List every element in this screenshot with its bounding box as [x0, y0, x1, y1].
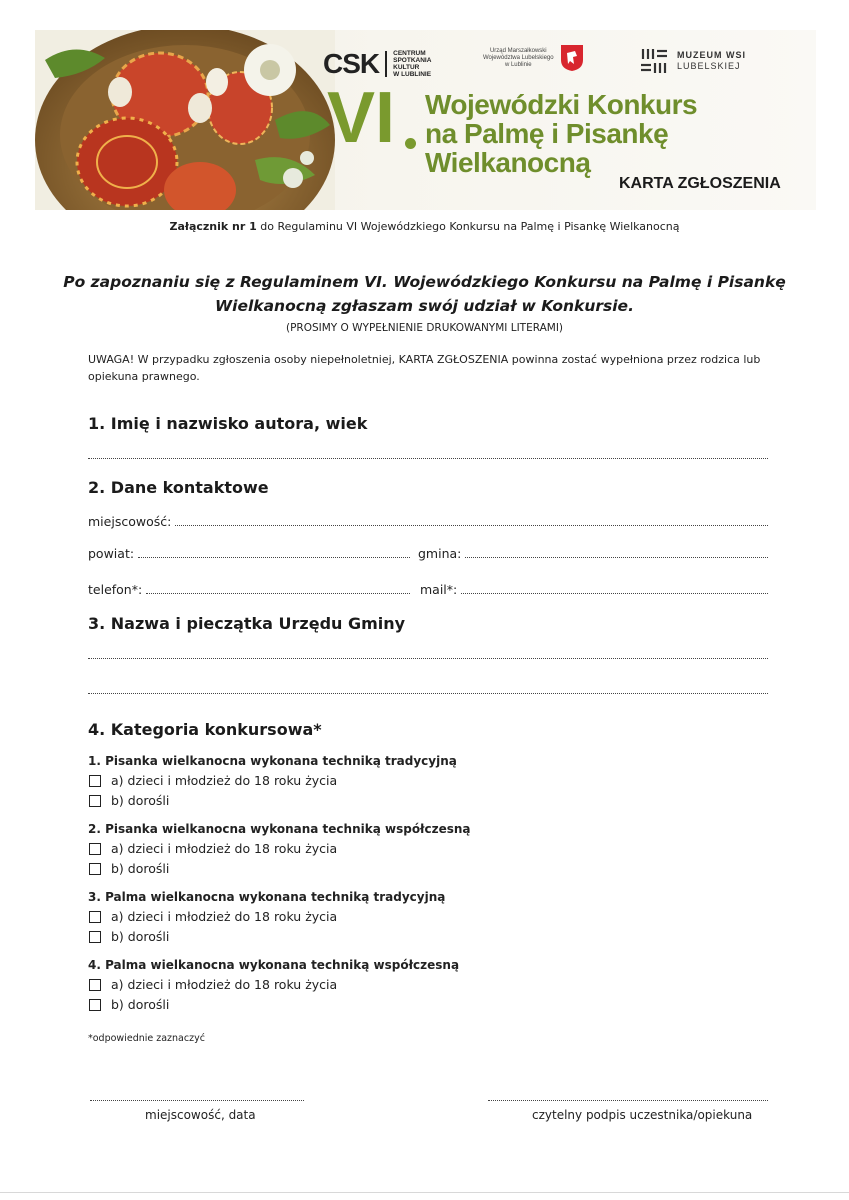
field-label: mail*:	[420, 582, 458, 597]
field-label: telefon*:	[88, 582, 143, 597]
category-title: 2. Pisanka wielkanocna wykonana techniką współczesną	[88, 822, 471, 836]
edition-numeral: VI	[327, 78, 396, 158]
category-option[interactable]	[88, 859, 588, 879]
category-group	[88, 820, 588, 879]
urzad-line: w Lublinie	[504, 61, 532, 68]
gmina-field[interactable]	[418, 546, 768, 561]
checkbox[interactable]	[89, 931, 101, 943]
attachment-note	[0, 220, 849, 233]
scan-edge	[0, 1192, 849, 1193]
csk-sub-line: KULTUR	[393, 64, 420, 71]
telefon-field[interactable]	[88, 582, 410, 597]
option-label: b) dorośli	[111, 861, 170, 876]
muzeum-line: MUZEUM WSI	[677, 50, 746, 60]
muzeum-text	[677, 50, 746, 72]
signature-line[interactable]	[488, 1100, 768, 1101]
fill-line[interactable]	[138, 557, 410, 558]
place-date-line[interactable]	[90, 1100, 304, 1101]
csk-letters: CSK	[323, 48, 380, 79]
warning-text: UWAGA! W przypadku zgłoszenia osoby niepełnoletniej, KARTA ZGŁOSZENIA powinna zostać wypełniona przez rodzica lub opiekuna prawnego.	[88, 353, 761, 383]
option-label: a) dzieci i młodzież do 18 roku życia	[111, 841, 338, 856]
category-option[interactable]	[88, 995, 588, 1015]
capitals-note: (PROSIMY O WYPEŁNIENIE DRUKOWANYMI LITERAMI)	[285, 322, 564, 334]
option-label: a) dzieci i młodzież do 18 roku życia	[111, 909, 338, 924]
checkbox[interactable]	[89, 911, 101, 923]
section-author: 1. Imię i nazwisko autora, wiek	[88, 414, 368, 433]
mail-field[interactable]	[420, 582, 768, 597]
category-option[interactable]	[88, 975, 588, 995]
category-group	[88, 752, 588, 811]
title-line: Wojewódzki Konkurs	[425, 89, 698, 120]
checkbox[interactable]	[89, 999, 101, 1011]
csk-divider	[385, 51, 387, 77]
category-title: 1. Pisanka wielkanocna wykonana techniką tradycyjną	[88, 754, 457, 768]
urzad-logo	[483, 44, 584, 72]
checkbox[interactable]	[89, 795, 101, 807]
fill-line[interactable]	[465, 557, 768, 558]
category-group	[88, 956, 588, 1015]
field-label: powiat:	[88, 546, 135, 561]
urzad-line: Województwa Lubelskiego	[483, 54, 554, 61]
easter-basket-illustration	[35, 30, 335, 210]
fill-line[interactable]	[146, 593, 410, 594]
category-option[interactable]	[88, 771, 588, 791]
author-name-field[interactable]	[88, 458, 768, 459]
csk-subtitle	[393, 50, 431, 78]
contest-title	[425, 90, 697, 177]
urzad-line: Urząd Marszałkowski	[489, 47, 547, 54]
urzad-text	[483, 48, 554, 69]
checkbox[interactable]	[89, 843, 101, 855]
checkbox[interactable]	[89, 979, 101, 991]
attachment-number: Załącznik nr 1	[169, 220, 257, 233]
municipality-field[interactable]	[88, 658, 768, 659]
field-label: gmina:	[418, 546, 462, 561]
header-banner	[35, 30, 816, 210]
intro-statement	[60, 270, 789, 318]
csk-sub-line: CENTRUM	[393, 50, 426, 57]
checkbox[interactable]	[89, 863, 101, 875]
muzeum-line: LUBELSKIEJ	[677, 61, 741, 71]
attachment-text: do Regulaminu VI Wojewódzkiego Konkursu na Palmę i Pisankę Wielkanocną	[256, 220, 680, 233]
form-title: KARTA ZGŁOSZENIA	[619, 175, 781, 192]
intro-line: Po zapoznaniu się z Regulaminem VI. Wojewódzkiego Konkursu na Palmę i Pisankę	[63, 273, 786, 291]
title-line: Wielkanocną	[425, 147, 591, 178]
option-label: b) dorośli	[111, 793, 170, 808]
category-title: 4. Palma wielkanocna wykonana techniką współczesną	[88, 958, 460, 972]
place-date-label: miejscowość, data	[145, 1108, 256, 1122]
title-line: na Palmę i Pisankę	[425, 118, 669, 149]
option-label: b) dorośli	[111, 997, 170, 1012]
option-label: b) dorośli	[111, 929, 170, 944]
csk-sub-line: W LUBLINIE	[393, 71, 432, 78]
numeral-dot	[405, 138, 416, 149]
miejscowosc-field[interactable]	[88, 514, 768, 529]
signature-label: czytelny podpis uczestnika/opiekuna	[532, 1108, 753, 1122]
muzeum-logo	[639, 46, 746, 76]
fill-line[interactable]	[175, 525, 768, 526]
field-label: miejscowość:	[88, 514, 172, 529]
option-label: a) dzieci i młodzież do 18 roku życia	[111, 977, 338, 992]
muzeum-emblem-icon	[639, 46, 669, 76]
csk-logo	[323, 48, 431, 80]
category-group	[88, 888, 588, 947]
intro-line: Wielkanocną zgłaszam swój udział w Konkursie.	[215, 297, 634, 315]
category-option[interactable]	[88, 839, 588, 859]
section-contact: 2. Dane kontaktowe	[88, 478, 269, 497]
municipality-stamp-field[interactable]	[88, 693, 768, 694]
category-title: 3. Palma wielkanocna wykonana techniką tradycyjną	[88, 890, 446, 904]
category-option[interactable]	[88, 927, 588, 947]
footnote: *odpowiednie zaznaczyć	[88, 1033, 205, 1044]
category-option[interactable]	[88, 907, 588, 927]
powiat-field[interactable]	[88, 546, 410, 561]
section-municipality: 3. Nazwa i pieczątka Urzędu Gminy	[88, 614, 406, 633]
section-category: 4. Kategoria konkursowa*	[88, 720, 322, 739]
fill-line[interactable]	[461, 593, 768, 594]
option-label: a) dzieci i młodzież do 18 roku życia	[111, 773, 338, 788]
category-option[interactable]	[88, 791, 588, 811]
csk-sub-line: SPOTKANIA	[393, 57, 432, 64]
crest-icon	[560, 44, 584, 72]
checkbox[interactable]	[89, 775, 101, 787]
